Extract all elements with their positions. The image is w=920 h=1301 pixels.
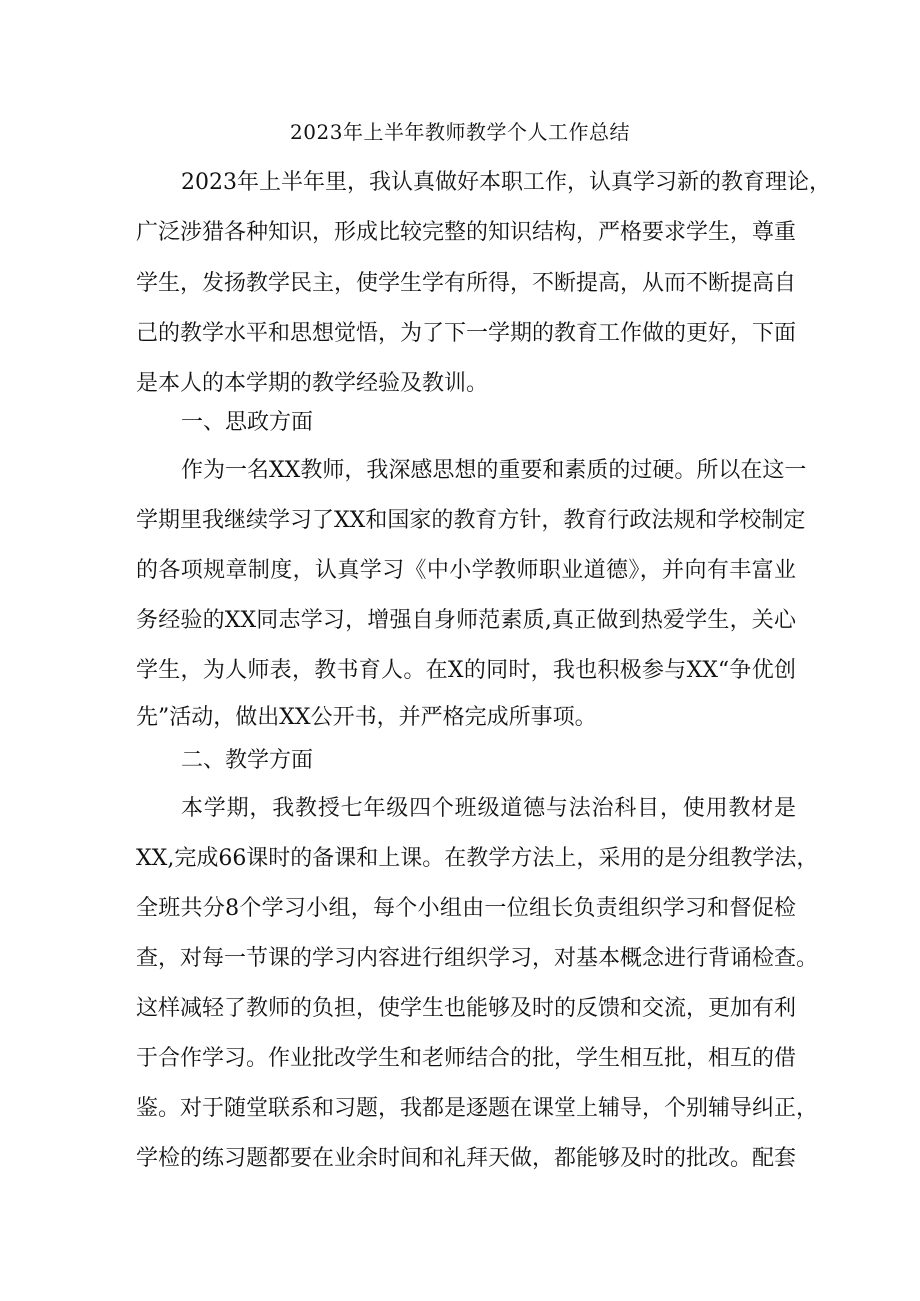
paragraph-line: 这样减轻了教师的负担，使学生也能够及时的反馈和交流，更加有利 xyxy=(136,996,797,1021)
paragraph-line: 于合作学习。作业批改学生和老师结合的批，学生相互批，相互的借 xyxy=(136,1046,797,1071)
paragraph-line: 务经验的XX同志学习，增强自身师范素质,真正做到热爱学生，关心 xyxy=(136,608,796,633)
paragraph-line: 学检的练习题都要在业余时间和礼拜天做，都能够及时的批改。配套 xyxy=(136,1146,797,1171)
paragraph-line: XX,完成66课时的备课和上课。在教学方法上，采用的是分组教学法， xyxy=(136,846,819,871)
paragraph-line: 鉴。对于随堂联系和习题，我都是逐题在课堂上辅导，个别辅导纠正， xyxy=(136,1096,819,1121)
paragraph-line: 先”活动，做出XX公开书，并严格完成所事项。 xyxy=(136,705,597,730)
paragraph-line: 学生，为人师表，教书育人。在X的同时，我也积极参与XX“争优创 xyxy=(136,658,796,683)
paragraph-line: 查，对每一节课的学习内容进行组织学习，对基本概念进行背诵检查。 xyxy=(136,946,819,971)
paragraph-line: 2023年上半年里，我认真做好本职工作，认真学习新的教育理论， xyxy=(181,170,831,195)
section-heading: 一、思政方面 xyxy=(181,410,314,435)
paragraph-line: 的各项规章制度，认真学习《中小学教师职业道德》，并向有丰富业 xyxy=(136,558,796,583)
paragraph-line: 学生，发扬教学民主，使学生学有所得，不断提高，从而不断提高自 xyxy=(136,271,797,296)
paragraph-line: 是本人的本学期的教学经验及教训。 xyxy=(136,371,489,396)
paragraph-line: 全班共分8个学习小组，每个小组由一位组长负责组织学习和督促检 xyxy=(136,896,796,921)
paragraph-line: 本学期，我教授七年级四个班级道德与法治科目，使用教材是 xyxy=(181,796,796,821)
paragraph-line: 作为一名XX教师，我深感思想的重要和素质的过硬。所以在这一 xyxy=(181,458,807,483)
paragraph-line: 己的教学水平和思想觉悟，为了下一学期的教育工作做的更好，下面 xyxy=(136,321,797,346)
paragraph-line: 广泛涉猎各种知识，形成比较完整的知识结构，严格要求学生，尊重 xyxy=(136,220,797,245)
section-heading: 二、教学方面 xyxy=(181,748,314,773)
paragraph-line: 学期里我继续学习了XX和国家的教育方针，教育行政法规和学校制定 xyxy=(136,508,806,533)
document-title: 2023年上半年教师教学个人工作总结 xyxy=(290,120,630,144)
